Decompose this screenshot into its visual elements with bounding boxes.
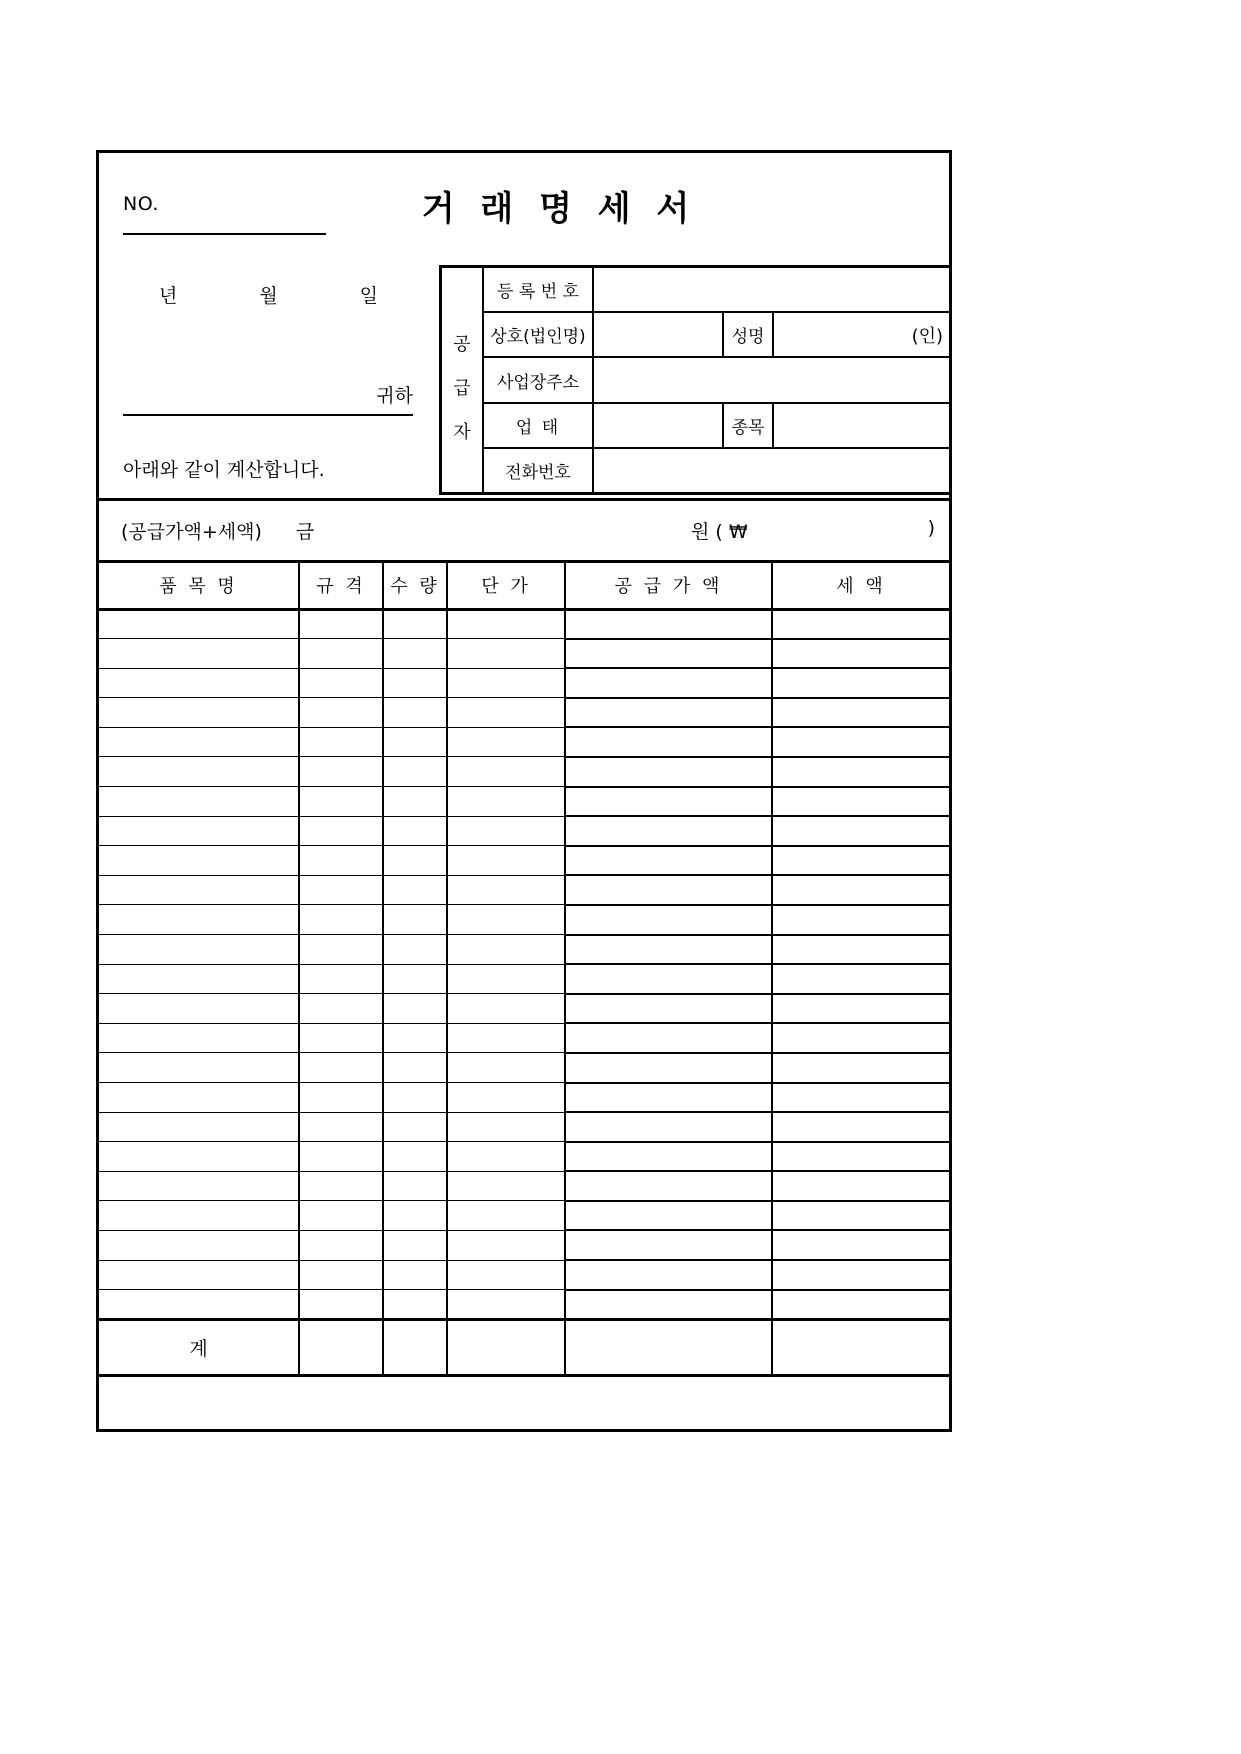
cell-unit-price[interactable] — [447, 1260, 565, 1290]
cell-quantity[interactable] — [383, 1290, 447, 1320]
cell-tax-amount[interactable] — [772, 1142, 949, 1172]
cell-quantity[interactable] — [383, 875, 447, 905]
cell-tax-amount[interactable] — [772, 1201, 949, 1231]
cell-tax-amount[interactable] — [772, 787, 949, 817]
items-table-body — [99, 609, 949, 1319]
cell-tax-amount[interactable] — [772, 1023, 949, 1053]
cell-spec[interactable] — [299, 1201, 383, 1231]
cell-quantity[interactable] — [383, 846, 447, 876]
table-row — [99, 698, 949, 728]
cell-quantity[interactable] — [383, 639, 447, 669]
total-row-spec[interactable] — [299, 1319, 383, 1375]
cell-spec[interactable] — [299, 935, 383, 965]
cell-item-name[interactable] — [99, 757, 299, 787]
cell-unit-price[interactable] — [447, 609, 565, 639]
cell-quantity[interactable] — [383, 1201, 447, 1231]
cell-spec[interactable] — [299, 639, 383, 669]
cell-spec[interactable] — [299, 1023, 383, 1053]
business-type-label: 업 태 — [484, 404, 594, 447]
cell-supply-amount[interactable] — [565, 846, 772, 876]
cell-item-name[interactable] — [99, 609, 299, 639]
supplier-row-company — [484, 313, 949, 358]
cell-quantity[interactable] — [383, 1230, 447, 1260]
representative-name-field[interactable] — [774, 313, 949, 356]
cell-quantity[interactable] — [383, 757, 447, 787]
phone-number-field[interactable] — [594, 449, 949, 492]
cell-supply-amount[interactable] — [565, 1260, 772, 1290]
table-row — [99, 1290, 949, 1320]
cell-tax-amount[interactable] — [772, 875, 949, 905]
column-header-unit-price: 단 가 — [447, 563, 565, 609]
column-header-tax-amount: 세 액 — [772, 563, 949, 609]
cell-unit-price[interactable] — [447, 846, 565, 876]
cell-item-name[interactable] — [99, 1023, 299, 1053]
cell-spec[interactable] — [299, 1142, 383, 1172]
cell-quantity[interactable] — [383, 816, 447, 846]
cell-tax-amount[interactable] — [772, 668, 949, 698]
invoice-sheet — [96, 150, 952, 1432]
cell-spec[interactable] — [299, 1112, 383, 1142]
cell-tax-amount[interactable] — [772, 1053, 949, 1083]
cell-item-name[interactable] — [99, 1260, 299, 1290]
cell-quantity[interactable] — [383, 1112, 447, 1142]
cell-spec[interactable] — [299, 1260, 383, 1290]
total-row-tax[interactable] — [772, 1319, 949, 1375]
column-header-item-name: 품 목 명 — [99, 563, 299, 609]
items-total-row — [99, 1319, 949, 1375]
cell-spec[interactable] — [299, 905, 383, 935]
company-name-label: 상호(법인명) — [484, 313, 594, 356]
supplier-side-char-2: 자 — [453, 422, 471, 443]
cell-supply-amount[interactable] — [565, 698, 772, 728]
cell-spec[interactable] — [299, 964, 383, 994]
cell-supply-amount[interactable] — [565, 1290, 772, 1320]
supplier-side-char-0: 공 — [453, 334, 471, 355]
cell-unit-price[interactable] — [447, 639, 565, 669]
cell-quantity[interactable] — [383, 727, 447, 757]
seal-mark-label: (인) — [911, 325, 943, 347]
cell-quantity[interactable] — [383, 1083, 447, 1113]
table-row — [99, 1142, 949, 1172]
cell-quantity[interactable] — [383, 1023, 447, 1053]
cell-item-name[interactable] — [99, 668, 299, 698]
cell-item-name[interactable] — [99, 1201, 299, 1231]
table-row — [99, 1171, 949, 1201]
cell-item-name[interactable] — [99, 1112, 299, 1142]
cell-unit-price[interactable] — [447, 1023, 565, 1053]
cell-quantity[interactable] — [383, 964, 447, 994]
cell-supply-amount[interactable] — [565, 1112, 772, 1142]
cell-supply-amount[interactable] — [565, 787, 772, 817]
supplier-row-phone — [484, 449, 949, 492]
cell-item-name[interactable] — [99, 905, 299, 935]
table-row — [99, 816, 949, 846]
registration-number-label: 등 록 번 호 — [484, 268, 594, 311]
cell-spec[interactable] — [299, 1230, 383, 1260]
table-row — [99, 609, 949, 639]
cell-tax-amount[interactable] — [772, 994, 949, 1024]
footer-memo-area[interactable] — [99, 1377, 949, 1449]
cell-quantity[interactable] — [383, 1053, 447, 1083]
cell-supply-amount[interactable] — [565, 757, 772, 787]
cell-quantity[interactable] — [383, 935, 447, 965]
calculation-note: 아래와 같이 계산합니다. — [123, 459, 325, 481]
total-row-supply[interactable] — [565, 1319, 772, 1375]
cell-tax-amount[interactable] — [772, 964, 949, 994]
cell-tax-amount[interactable] — [772, 1260, 949, 1290]
cell-unit-price[interactable] — [447, 1171, 565, 1201]
cell-spec[interactable] — [299, 757, 383, 787]
supplier-side-label — [442, 268, 484, 492]
cell-quantity[interactable] — [383, 1171, 447, 1201]
cell-quantity[interactable] — [383, 1142, 447, 1172]
cell-tax-amount[interactable] — [772, 1290, 949, 1320]
cell-spec[interactable] — [299, 1053, 383, 1083]
date-line — [159, 281, 379, 308]
cell-unit-price[interactable] — [447, 875, 565, 905]
items-table — [99, 563, 949, 1377]
cell-spec[interactable] — [299, 698, 383, 728]
cell-item-name[interactable] — [99, 727, 299, 757]
cell-supply-amount[interactable] — [565, 1023, 772, 1053]
cell-spec[interactable] — [299, 1290, 383, 1320]
table-row — [99, 994, 949, 1024]
cell-supply-amount[interactable] — [565, 875, 772, 905]
business-address-field[interactable] — [594, 358, 949, 401]
cell-tax-amount[interactable] — [772, 905, 949, 935]
header-region — [99, 153, 949, 501]
cell-tax-amount[interactable] — [772, 1112, 949, 1142]
company-name-field[interactable] — [594, 313, 722, 356]
cell-spec[interactable] — [299, 787, 383, 817]
table-row — [99, 1083, 949, 1113]
column-header-quantity: 수 량 — [383, 563, 447, 609]
cell-spec[interactable] — [299, 609, 383, 639]
cell-unit-price[interactable] — [447, 727, 565, 757]
cell-quantity[interactable] — [383, 668, 447, 698]
total-amount-caption: (공급가액+세액) — [121, 521, 262, 543]
cell-supply-amount[interactable] — [565, 1053, 772, 1083]
business-type-field[interactable] — [594, 404, 722, 447]
total-amount-geum-label: 금 — [295, 521, 315, 543]
table-row — [99, 727, 949, 757]
date-year-label: 년 — [159, 285, 179, 307]
cell-quantity[interactable] — [383, 1260, 447, 1290]
cell-unit-price[interactable] — [447, 1142, 565, 1172]
cell-unit-price[interactable] — [447, 1201, 565, 1231]
cell-supply-amount[interactable] — [565, 1201, 772, 1231]
cell-unit-price[interactable] — [447, 994, 565, 1024]
cell-supply-amount[interactable] — [565, 935, 772, 965]
table-row — [99, 1260, 949, 1290]
cell-tax-amount[interactable] — [772, 639, 949, 669]
cell-tax-amount[interactable] — [772, 727, 949, 757]
document-number-label: NO. — [123, 193, 159, 215]
cell-tax-amount[interactable] — [772, 609, 949, 639]
column-header-supply-amount: 공 급 가 액 — [565, 563, 772, 609]
total-row-qty[interactable] — [383, 1319, 447, 1375]
table-row — [99, 787, 949, 817]
cell-unit-price[interactable] — [447, 964, 565, 994]
cell-tax-amount[interactable] — [772, 757, 949, 787]
date-month-label: 월 — [259, 285, 279, 307]
table-row — [99, 875, 949, 905]
supplier-row-registration — [484, 268, 949, 313]
cell-spec[interactable] — [299, 1083, 383, 1113]
cell-item-name[interactable] — [99, 935, 299, 965]
total-row-label: 계 — [99, 1319, 299, 1375]
cell-supply-amount[interactable] — [565, 1083, 772, 1113]
cell-tax-amount[interactable] — [772, 816, 949, 846]
cell-tax-amount[interactable] — [772, 698, 949, 728]
cell-unit-price[interactable] — [447, 935, 565, 965]
cell-unit-price[interactable] — [447, 1290, 565, 1320]
cell-supply-amount[interactable] — [565, 639, 772, 669]
table-row — [99, 935, 949, 965]
table-row — [99, 639, 949, 669]
cell-item-name[interactable] — [99, 1290, 299, 1320]
cell-quantity[interactable] — [383, 905, 447, 935]
total-amount-row — [99, 501, 949, 563]
cell-item-name[interactable] — [99, 816, 299, 846]
registration-number-field[interactable] — [594, 268, 949, 311]
item-type-field[interactable] — [774, 404, 949, 447]
cell-supply-amount[interactable] — [565, 1142, 772, 1172]
cell-unit-price[interactable] — [447, 787, 565, 817]
cell-tax-amount[interactable] — [772, 935, 949, 965]
table-row — [99, 846, 949, 876]
cell-supply-amount[interactable] — [565, 964, 772, 994]
cell-unit-price[interactable] — [447, 816, 565, 846]
cell-item-name[interactable] — [99, 994, 299, 1024]
cell-spec[interactable] — [299, 727, 383, 757]
page-title: 거 래 명 세 서 — [421, 189, 697, 229]
table-row — [99, 1201, 949, 1231]
cell-item-name[interactable] — [99, 1053, 299, 1083]
table-row — [99, 905, 949, 935]
cell-item-name[interactable] — [99, 875, 299, 905]
cell-supply-amount[interactable] — [565, 1171, 772, 1201]
table-row — [99, 668, 949, 698]
table-row — [99, 1112, 949, 1142]
cell-item-name[interactable] — [99, 787, 299, 817]
cell-supply-amount[interactable] — [565, 994, 772, 1024]
document-number-input-rule[interactable] — [123, 233, 326, 235]
cell-tax-amount[interactable] — [772, 846, 949, 876]
total-amount-left — [121, 517, 314, 544]
cell-supply-amount[interactable] — [565, 727, 772, 757]
cell-supply-amount[interactable] — [565, 1230, 772, 1260]
cell-unit-price[interactable] — [447, 1053, 565, 1083]
table-row — [99, 757, 949, 787]
cell-spec[interactable] — [299, 846, 383, 876]
cell-item-name[interactable] — [99, 1171, 299, 1201]
item-type-label: 종목 — [722, 404, 774, 447]
cell-item-name[interactable] — [99, 639, 299, 669]
cell-quantity[interactable] — [383, 609, 447, 639]
table-row — [99, 1053, 949, 1083]
supplier-rows — [484, 268, 949, 492]
cell-item-name[interactable] — [99, 964, 299, 994]
table-row — [99, 1230, 949, 1260]
cell-unit-price[interactable] — [447, 1112, 565, 1142]
cell-item-name[interactable] — [99, 846, 299, 876]
items-table-header-row — [99, 563, 949, 609]
cell-unit-price[interactable] — [447, 1083, 565, 1113]
cell-unit-price[interactable] — [447, 698, 565, 728]
cell-spec[interactable] — [299, 875, 383, 905]
total-row-price[interactable] — [447, 1319, 565, 1375]
cell-spec[interactable] — [299, 816, 383, 846]
supplier-info-box — [439, 265, 949, 495]
cell-quantity[interactable] — [383, 698, 447, 728]
cell-unit-price[interactable] — [447, 757, 565, 787]
recipient-field[interactable] — [123, 381, 413, 416]
cell-supply-amount[interactable] — [565, 816, 772, 846]
table-row — [99, 1023, 949, 1053]
cell-tax-amount[interactable] — [772, 1230, 949, 1260]
cell-item-name[interactable] — [99, 698, 299, 728]
representative-name-label: 성명 — [722, 313, 774, 356]
cell-supply-amount[interactable] — [565, 905, 772, 935]
total-amount-close-paren: ) — [927, 517, 935, 539]
total-amount-won-label: 원 ( ₩ — [691, 521, 748, 543]
total-amount-right — [691, 517, 935, 544]
cell-tax-amount[interactable] — [772, 1171, 949, 1201]
cell-supply-amount[interactable] — [565, 609, 772, 639]
phone-number-label: 전화번호 — [484, 449, 594, 492]
cell-tax-amount[interactable] — [772, 1083, 949, 1113]
recipient-suffix-label: 귀하 — [376, 385, 413, 407]
cell-unit-price[interactable] — [447, 668, 565, 698]
supplier-side-char-1: 급 — [453, 378, 471, 399]
cell-item-name[interactable] — [99, 1142, 299, 1172]
cell-spec[interactable] — [299, 994, 383, 1024]
cell-item-name[interactable] — [99, 1230, 299, 1260]
cell-spec[interactable] — [299, 668, 383, 698]
cell-item-name[interactable] — [99, 1083, 299, 1113]
cell-quantity[interactable] — [383, 994, 447, 1024]
column-header-spec: 규 격 — [299, 563, 383, 609]
cell-unit-price[interactable] — [447, 905, 565, 935]
business-address-label: 사업장주소 — [484, 358, 594, 401]
cell-spec[interactable] — [299, 1171, 383, 1201]
cell-quantity[interactable] — [383, 787, 447, 817]
table-row — [99, 964, 949, 994]
cell-unit-price[interactable] — [447, 1230, 565, 1260]
cell-supply-amount[interactable] — [565, 668, 772, 698]
supplier-row-business-type — [484, 404, 949, 449]
supplier-row-address — [484, 358, 949, 403]
date-day-label: 일 — [359, 285, 379, 307]
